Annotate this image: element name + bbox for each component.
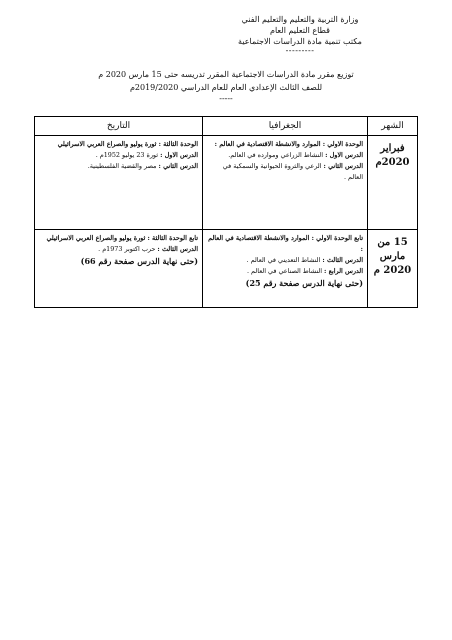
lesson-line — [38, 161, 198, 172]
lesson-text: النشاط الزراعي وموارده في العالم. — [228, 151, 324, 159]
geography-cell — [203, 136, 368, 230]
sector-name: قطاع التعليم العام — [270, 26, 330, 35]
geography-header: الجغرافيا — [203, 117, 368, 136]
month-year: 2020م — [375, 157, 410, 168]
month-name: مارس — [379, 251, 406, 262]
lesson-label: الدرس الاول : — [325, 151, 363, 159]
lesson-label: الدرس الاول : — [160, 151, 198, 159]
page-end-note: (حتى نهاية الدرس صفحة رقم 25) — [245, 278, 363, 288]
title-divider: ----- — [219, 94, 233, 103]
lesson-label: الدرس الثاني : — [158, 162, 198, 170]
history-unit: تابع الوحدة الثالثة : ثورة يوليو والصراع العربي الاسرائيلي — [46, 234, 198, 242]
office-name: مكتب تنمية مادة الدراسات الاجتماعية — [238, 37, 362, 46]
ministry-header — [200, 14, 400, 54]
month-day: 15 من — [377, 237, 408, 248]
history-cell — [35, 230, 203, 308]
lesson-line — [38, 150, 198, 161]
header-divider: --------- — [285, 46, 315, 55]
lesson-label: الدرس الثالث : — [157, 245, 198, 253]
lesson-line — [206, 266, 363, 277]
lesson-text: النشاط التعديني في العالم . — [246, 256, 321, 264]
lesson-line — [38, 244, 198, 255]
lesson-text: مصر والقضية الفلسطينية. — [87, 162, 157, 170]
lesson-label: الدرس الثاني : — [323, 162, 363, 170]
table-row — [35, 230, 418, 308]
geography-cell — [203, 230, 368, 308]
lesson-text: الرعي والثروة الحيوانية والسمكية في العالم . — [222, 162, 363, 181]
curriculum-table — [34, 116, 418, 308]
month-year: 2020 م — [373, 265, 412, 276]
lesson-label: الدرس الرابع : — [324, 267, 363, 275]
ministry-name: وزارة التربية والتعليم والتعليم الفني — [241, 15, 359, 24]
history-header: التاريخ — [35, 117, 203, 136]
history-unit: الوحدة الثالثة : ثورة يوليو والصراع العربي الاسرائيلي — [57, 140, 198, 148]
lesson-text: حرب اكتوبر 1973م . — [98, 245, 156, 253]
document-subtitle: للصف الثالث الإعدادي العام للعام الدراسي 2019/2020م — [129, 83, 323, 92]
geography-unit: تابع الوحدة الاولي : الموارد والانشطة الاقتصادية في العالم : — [208, 234, 363, 253]
page-end-note: (حتى نهاية الدرس صفحة رقم 66) — [80, 256, 198, 266]
geography-unit: الوحدة الاولي : الموارد والانشطة الاقتصادية في العالم : — [214, 140, 363, 148]
lesson-text: ثورة 23 يوليو 1952م . — [95, 151, 159, 159]
month-cell — [368, 136, 418, 230]
lesson-line — [206, 255, 363, 266]
document-title: توزيع مقرر مادة الدراسات الاجتماعية المقرر تدريسه حتى 15 مارس 2020 م — [98, 70, 354, 79]
history-cell — [35, 136, 203, 230]
table-row — [35, 136, 418, 230]
lesson-label: الدرس الثالث : — [322, 256, 363, 264]
lesson-text: النشاط الصناعي في العالم . — [246, 267, 322, 275]
lesson-line — [206, 150, 363, 161]
table-header-row — [35, 117, 418, 136]
month-name: فبراير — [380, 143, 405, 154]
month-header: الشهر — [368, 117, 418, 136]
document-titles — [40, 68, 412, 104]
lesson-line — [206, 161, 363, 183]
month-cell — [368, 230, 418, 308]
